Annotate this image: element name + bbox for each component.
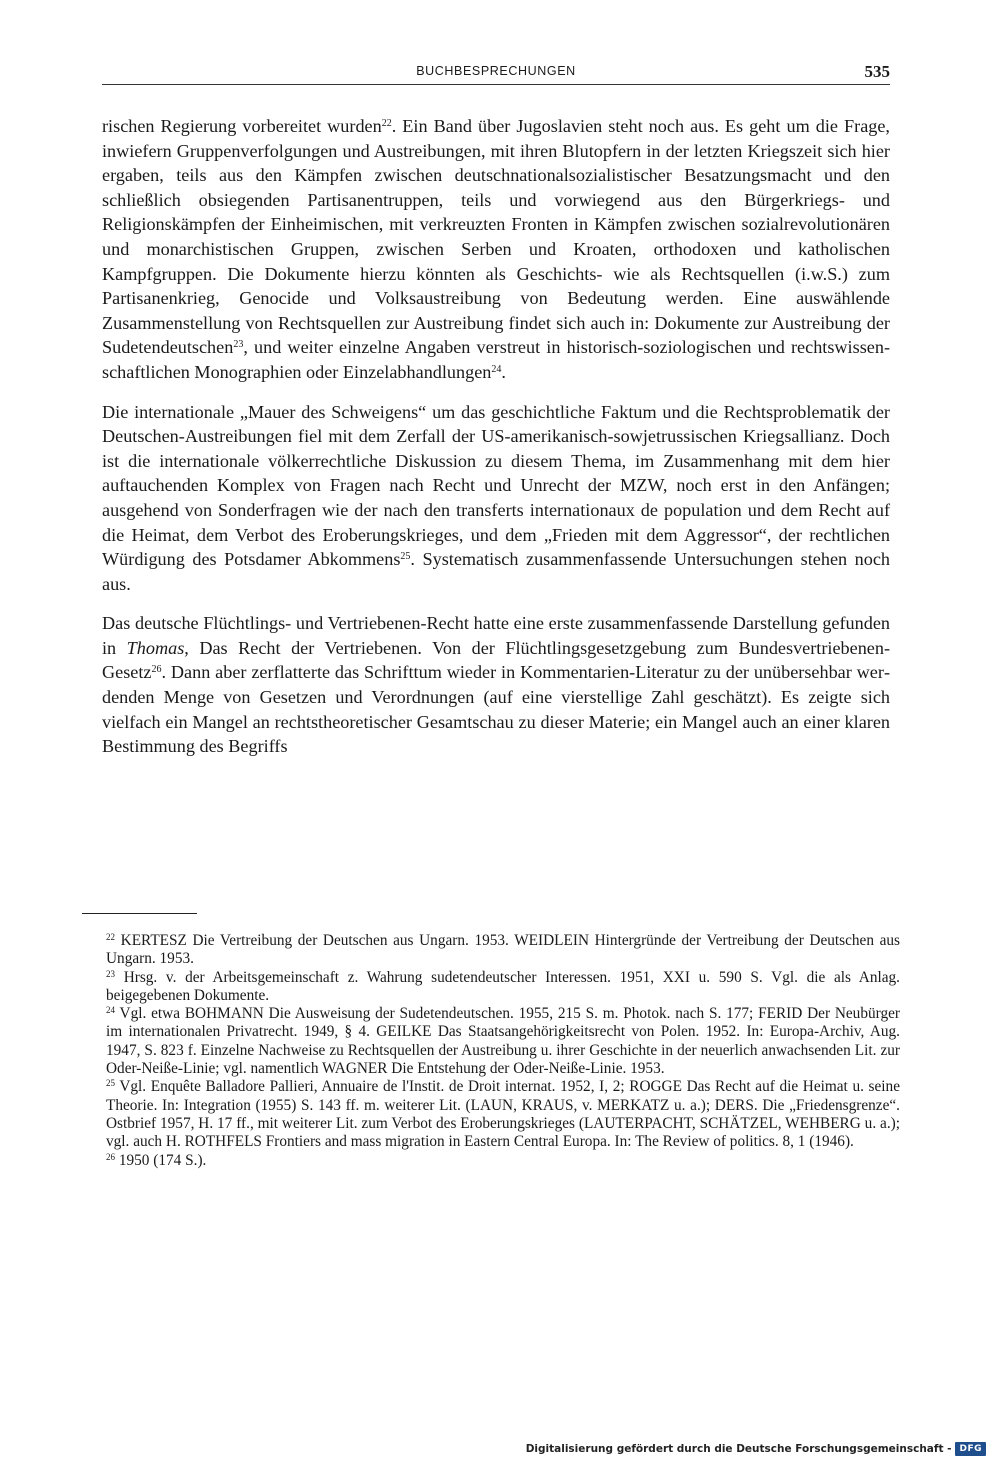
digitization-credit (526, 1440, 986, 1458)
running-title: BUCHBESPRECHUNGEN (416, 64, 576, 78)
paragraph-1-text: . Ein Band über Jugoslavien steht noch aus. Es geht um die Frage, inwiefern Gruppenverfolgungen und Austreibungen, mit ihren Blutopfern in der letzten Kriegszeit sich hier ergaben, teils aus den Kämpfen zwischen deutschnationalsozialistischer Besatzungsmacht und den schließlich obsiegenden Partisanentruppen, teils und vorwiegend aus den Bürgerkriegs- und Religionskämpfen der Einheimischen, mit verkreuzten Fronten in Kämpfen zwischen sozialrevolutionären und monarchistischen Gruppen, zwischen Serben und Kroaten, orthodoxen und katholischen Kampfgruppen. Die Dokumente hierzu könnten als Geschichts- wie als Rechtsquellen (i.w.S.) zum Partisanenkrieg, Genocide und Volksaustreibung von Bedeutung werden. Eine auswählende Zusammenstellung von Rechtsquellen zur Austreibung findet sich auch in: Dokumente zur Austreibung der Sudetendeutschen (102, 116, 890, 358)
paragraph-2-text: Die internationale „Mauer des Schweigens“ um das geschichtliche Faktum und die Rechtsproblematik der Deutschen-Austreibungen fiel mit dem Zerfall der US-amerikanisch-sowjetrussischen Kriegsallianz. Doch ist die internationale völkerrechtliche Diskussion zu diesem Thema, im Zusammenhang mit dem hier auftauchenden Komplex von Fragen nach Recht und Unrecht der MZW, noch erst in den Anfängen; ausgehend von Sonderfragen wie der nach den transferts internationaux de population und dem Recht auf die Heimat, dem Verbot des Eroberungskrieges, und dem „Frieden mit dem Aggressor“, der rechtlichen Würdigung des Potsdamer Abkommens (102, 401, 890, 570)
footnote-number: 22 (106, 932, 115, 942)
footnote-number: 26 (106, 1151, 115, 1162)
footnote-ref-26[interactable]: 26 (151, 664, 162, 676)
paragraph-2-text: . Systematisch zusammenfassende Untersuchungen stehen noch aus. (102, 549, 890, 594)
footnote-ref-23[interactable]: 23 (233, 339, 244, 351)
dfg-logo-icon: DFG (955, 1442, 986, 1456)
footnote-22 (106, 932, 900, 969)
paragraph-3-text: , Das Recht der Vertriebenen. Von der Flüchtlingsgesetzgebung zum Bundesvertriebenen-Gesetz (102, 637, 891, 683)
paragraph-3 (102, 611, 890, 759)
footnote-ref-22[interactable]: 22 (381, 118, 392, 129)
footnote-text: Vgl. Enquête Balladore Pallieri, Annuaire de l'Instit. de Droit internat. 1952, I, 2; ROGGE Das Recht auf die Heimat u. seine Theorie. In: Integration (1955) S. 143 ff. m. weiterer Lit. (LAUN, KRAUS, v. MERKATZ u. a.); DERS. Die „Friedensgrenze“. Ostbrief 1957, H. 17 ff., mit weiterer Lit. zum Verbot des Eroberungskrieges (LAUTERPACHT, SCHÄTZEL, WEHBERG u. a.); vgl. auch H. ROTHFELS Frontiers and mass migration in Eastern Central Europa. In: The Review of politics. 8, 1 (1946). (106, 1078, 900, 1151)
paragraph-1-text: rischen Regierung vorbereitet wurden (102, 116, 382, 136)
header-rule (102, 84, 890, 85)
credit-text: Digitalisierung gefördert durch die Deutsche Forschungsgemeinschaft - (525, 1443, 952, 1455)
author-name: Thomas (126, 637, 185, 658)
main-text (102, 114, 890, 759)
footnote-text: Hrsg. v. der Arbeitsgemeinschaft z. Wahrung sudetendeutscher Interessen. 1951, XXI u. 590 S. Vgl. die als Anlag. beigegebenen Dokumente. (106, 968, 900, 1004)
paragraph-3-text: Das deutsche Flüchtlings- und Vertriebenen-Recht hatte eine erste zusammenfassende Darstellung gefunden in (102, 613, 890, 658)
footnote-text: KERTESZ Die Vertreibung der Deutschen aus Ungarn. 1953. WEIDLEIN Hintergründe der Vertreibung der Deutschen aus Ungarn. 1953. (106, 932, 901, 968)
page-number: 535 (864, 62, 890, 81)
footnote-separator (82, 913, 197, 914)
footnote-24 (106, 1005, 900, 1078)
paragraph-2 (102, 400, 890, 597)
footnotes (106, 932, 900, 1170)
footnote-25 (106, 1078, 900, 1151)
footnote-number: 25 (106, 1078, 115, 1089)
footnote-ref-24[interactable]: 24 (491, 363, 502, 375)
footnote-ref-25[interactable]: 25 (400, 551, 411, 563)
footnote-26 (106, 1152, 900, 1170)
footnote-number: 23 (106, 968, 115, 979)
paragraph-1-text: . (501, 361, 506, 382)
footnote-number: 24 (106, 1005, 115, 1016)
footnote-text: Vgl. etwa BOHMANN Die Ausweisung der Sudetendeutschen. 1955, 215 S. m. Photok. nach S. 177; FERID Der Neubürger im internationalen Privatrecht. 1949, § 4. GEILKE Das Staatsangehörigkeitsrecht von Polen. 1952. In: Europa-Archiv, Aug. 1947, S. 823 f. Einzelne Nachweise zu Rechtsquellen der Austreibung u. ihrer Geschichte in der neuerlich anwachsenden Lit. zur Oder-Neiße-Linie; vgl. namentlich WAGNER Die Entstehung der Oder-Neiße-Linie. 1953. (106, 1005, 900, 1078)
footnote-23 (106, 969, 900, 1006)
paragraph-1-text: , und weiter einzelne Angaben verstreut in historisch-soziologischen und rechtswissenschaftlichen Monographien oder Einzelabhandlungen (102, 337, 890, 382)
running-header (102, 62, 890, 84)
footnote-text: 1950 (174 S.). (118, 1151, 207, 1169)
paragraph-1 (102, 114, 890, 385)
paragraph-3-text: . Dann aber zerflatterte das Schrifttum wieder in Kommentarien-Literatur zu der unübersehbar werdenden Menge von Gesetzen und Verordnungen (auf eine vierstellige Zahl geschätzt). Es zeigte sich vielfach ein Mangel an rechtstheoretischer Gesamtschau zu dieser Materie; ein Mangel auch an einer klaren Bestimmung des Begriffs (102, 662, 890, 757)
